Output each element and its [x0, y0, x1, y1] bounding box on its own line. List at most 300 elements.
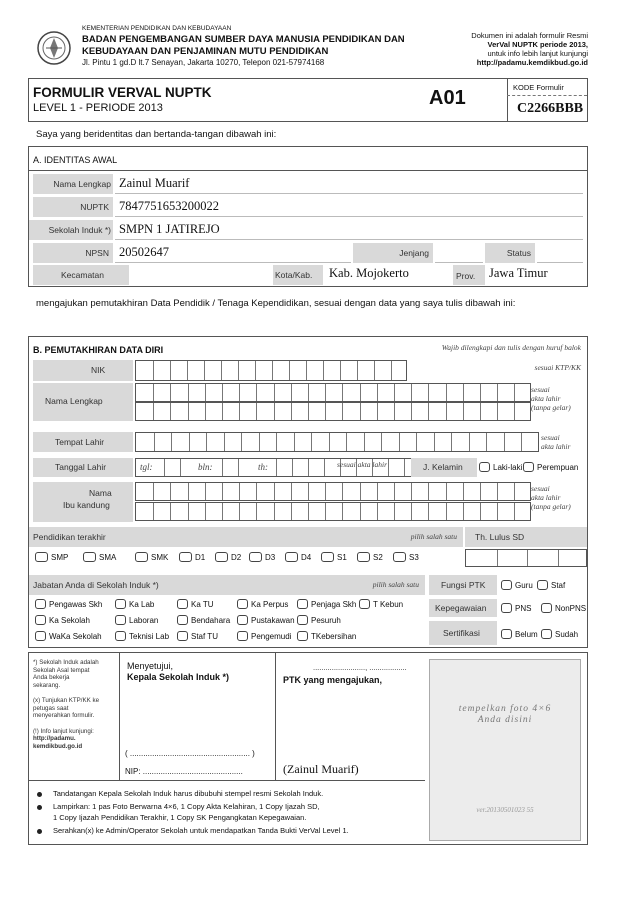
char-cell[interactable]	[221, 361, 222, 380]
radio-box[interactable]	[215, 552, 228, 562]
char-cell[interactable]	[189, 433, 190, 451]
note1-line2: Sekolah Asal tempat	[33, 666, 90, 674]
jabatan-option[interactable]	[35, 599, 102, 609]
date-cell[interactable]	[324, 459, 325, 476]
char-cell[interactable]	[486, 433, 487, 451]
char-cell[interactable]	[428, 483, 429, 500]
kepegawaian-pns[interactable]	[501, 603, 531, 613]
char-cell[interactable]	[480, 384, 481, 401]
char-cell[interactable]	[188, 483, 189, 500]
tanggal-hint: sesuai akta lahir	[337, 460, 387, 469]
radio-box[interactable]	[297, 631, 308, 641]
char-cell[interactable]	[272, 361, 273, 380]
char-cell[interactable]	[153, 384, 154, 401]
jabatan-option[interactable]	[237, 615, 295, 625]
char-cell[interactable]	[239, 384, 240, 401]
option-label: D3	[265, 552, 276, 562]
char-cell[interactable]	[446, 503, 447, 520]
ibu-label-cell	[33, 482, 133, 522]
char-cell[interactable]	[428, 403, 429, 420]
char-cell[interactable]	[325, 384, 326, 401]
pendidikan-hint: pilih salah satu	[410, 532, 457, 541]
char-cell[interactable]	[394, 403, 395, 420]
nama-hint-2: akta lahir	[531, 394, 561, 403]
jabatan-options	[29, 599, 425, 647]
radio-box[interactable]	[237, 599, 248, 609]
ibu-row1[interactable]	[135, 482, 531, 501]
char-cell[interactable]	[205, 483, 206, 500]
notice-line2: VerVal NUPTK periode 2013,	[487, 40, 588, 49]
pendidikan-option-s1[interactable]	[321, 552, 347, 562]
char-cell[interactable]	[497, 384, 498, 401]
staf-radio[interactable]	[537, 580, 548, 590]
char-cell[interactable]	[308, 384, 309, 401]
char-cell[interactable]	[325, 483, 326, 500]
version-text: ver.20130501023 55	[476, 806, 534, 814]
kecamatan-field[interactable]	[131, 265, 271, 285]
char-cell[interactable]	[480, 403, 481, 420]
staf-label: Staf	[551, 580, 566, 590]
char-cell[interactable]	[394, 384, 395, 401]
fungsi-label-cell	[429, 575, 497, 595]
date-cell[interactable]	[238, 459, 239, 476]
char-cell[interactable]	[527, 550, 528, 566]
char-cell[interactable]	[360, 384, 361, 401]
char-cell[interactable]	[514, 403, 515, 420]
char-cell[interactable]	[377, 403, 378, 420]
char-cell[interactable]	[416, 433, 417, 451]
date-cell[interactable]	[292, 459, 293, 476]
char-cell[interactable]	[238, 361, 239, 380]
option-label: Pustakawan	[251, 615, 295, 625]
nuptk-label-cell	[33, 197, 113, 217]
char-cell[interactable]	[291, 403, 292, 420]
form-code: A01	[429, 87, 466, 109]
date-cell[interactable]	[164, 459, 165, 476]
char-cell[interactable]	[434, 433, 435, 451]
jabatan-bar	[29, 575, 425, 595]
kepala-name-line: ( ...................................................... )	[125, 749, 255, 758]
pns-radio[interactable]	[501, 603, 512, 613]
char-cell[interactable]	[342, 483, 343, 500]
radio-box[interactable]	[359, 599, 370, 609]
perempuan-radio[interactable]	[523, 462, 534, 472]
char-cell[interactable]	[521, 433, 522, 451]
prov-label-cell	[453, 265, 485, 285]
char-cell[interactable]	[204, 361, 205, 380]
belum-radio[interactable]	[501, 629, 512, 639]
char-cell[interactable]	[153, 483, 154, 500]
char-cell[interactable]	[497, 550, 498, 566]
char-cell[interactable]	[469, 433, 470, 451]
char-cell[interactable]	[364, 433, 365, 451]
kode-formulir-label: KODE Formulir	[513, 83, 564, 92]
char-cell[interactable]	[255, 361, 256, 380]
char-cell[interactable]	[222, 483, 223, 500]
option-label: Penjaga Skh	[311, 599, 357, 609]
char-cell[interactable]	[256, 384, 257, 401]
note3-line2: http://padamu.	[33, 735, 76, 742]
pendidikan-option-sma[interactable]	[83, 552, 116, 562]
radio-box[interactable]	[115, 631, 126, 641]
char-cell[interactable]	[497, 483, 498, 500]
radio-box[interactable]	[177, 631, 188, 641]
date-cell[interactable]	[276, 459, 277, 476]
char-cell[interactable]	[239, 403, 240, 420]
char-cell[interactable]	[274, 403, 275, 420]
jabatan-option[interactable]	[237, 599, 288, 609]
option-label: D4	[301, 552, 312, 562]
section-b-title: B. PEMUTAKHIRAN DATA DIRI	[33, 345, 164, 355]
char-cell[interactable]	[289, 361, 290, 380]
footer-item2-line1: Lampirkan: 1 pas Foto Berwarna 4×6, 1 Copy Akta Kelahiran, 1 Copy Ijazah SD,	[53, 802, 320, 811]
ibu-hint-1: sesuai	[531, 484, 550, 493]
option-label: S1	[337, 552, 347, 562]
option-label: Pesuruh	[311, 615, 341, 625]
radio-box[interactable]	[297, 599, 308, 609]
radio-box[interactable]	[249, 552, 262, 562]
char-cell[interactable]	[205, 403, 206, 420]
nama-b-row1[interactable]	[135, 383, 531, 402]
char-cell[interactable]	[222, 503, 223, 520]
laki-label: Laki-laki	[493, 462, 523, 472]
char-cell[interactable]	[394, 503, 395, 520]
radio-box[interactable]	[177, 615, 188, 625]
char-cell[interactable]	[391, 361, 392, 380]
char-cell[interactable]	[360, 503, 361, 520]
npsn-label-cell	[33, 243, 113, 263]
char-cell[interactable]	[346, 433, 347, 451]
char-cell[interactable]	[206, 433, 207, 451]
char-cell[interactable]	[497, 503, 498, 520]
char-cell[interactable]	[325, 503, 326, 520]
option-label: D2	[231, 552, 242, 562]
jabatan-option[interactable]	[115, 615, 158, 625]
pendidikan-option-smk[interactable]	[135, 552, 168, 562]
option-label: Ka Perpus	[251, 599, 289, 609]
ptk-name: (Zainul Muarif)	[283, 762, 359, 776]
char-cell[interactable]	[294, 433, 295, 451]
kepegawaian-label: Kepegawaian	[435, 603, 487, 613]
char-cell[interactable]	[274, 384, 275, 401]
fungsi-label: Fungsi PTK	[441, 580, 486, 590]
nama-hint-1: sesuai	[531, 385, 550, 394]
char-cell[interactable]	[394, 483, 395, 500]
footer-item2-line2: 1 Copy Ijazah Pendidikan Terakhir, 1 Copy SK Pengangkatan Kepegawaian.	[53, 813, 307, 822]
char-cell[interactable]	[170, 384, 171, 401]
char-cell[interactable]	[360, 483, 361, 500]
char-cell[interactable]	[153, 361, 154, 380]
prov-field[interactable]	[487, 265, 583, 285]
char-cell[interactable]	[480, 483, 481, 500]
date-cell[interactable]	[180, 459, 181, 476]
npsn-field[interactable]	[115, 243, 351, 263]
char-cell[interactable]	[451, 433, 452, 451]
option-label: Bendahara	[191, 615, 231, 625]
pendidikan-options	[29, 552, 463, 566]
jabatan-option[interactable]	[115, 631, 169, 641]
radio-box[interactable]	[35, 631, 46, 641]
photo-text	[430, 704, 580, 726]
jabatan-option[interactable]	[115, 599, 154, 609]
char-cell[interactable]	[239, 483, 240, 500]
form-title: FORMULIR VERVAL NUPTK	[33, 85, 212, 100]
tempat-field[interactable]	[135, 432, 539, 452]
jabatan-option[interactable]	[177, 599, 214, 609]
nuptk-label: NUPTK	[80, 202, 109, 212]
char-cell[interactable]	[170, 503, 171, 520]
date-cell[interactable]	[222, 459, 223, 476]
lulus-label: Th. Lulus SD	[475, 532, 525, 542]
char-cell[interactable]	[340, 361, 341, 380]
char-cell[interactable]	[291, 384, 292, 401]
nama-b-row2[interactable]	[135, 402, 531, 421]
char-cell[interactable]	[241, 433, 242, 451]
jabatan-option[interactable]	[359, 599, 403, 609]
note3-line3: kemdikbud.go.id	[33, 742, 83, 750]
char-cell[interactable]	[377, 384, 378, 401]
radio-box[interactable]	[35, 615, 46, 625]
option-label: D1	[195, 552, 206, 562]
radio-box[interactable]	[285, 552, 298, 562]
ministry-name: KEMENTERIAN PENDIDIKAN DAN KEBUDAYAAN	[82, 25, 232, 32]
char-cell[interactable]	[323, 361, 324, 380]
char-cell[interactable]	[311, 433, 312, 451]
note2-line3: menyerahkan formulir.	[33, 712, 95, 719]
jabatan-option[interactable]	[297, 631, 356, 641]
pendidikan-option-s2[interactable]	[357, 552, 383, 562]
tanggal-label-cell	[33, 458, 133, 477]
option-label: SMP	[51, 552, 69, 562]
sertifikasi-sudah[interactable]	[541, 629, 578, 639]
nama-label-cell	[33, 174, 113, 194]
char-cell[interactable]	[188, 403, 189, 420]
nuptk-field[interactable]	[115, 197, 583, 217]
char-cell[interactable]	[463, 403, 464, 420]
form-subtitle: LEVEL 1 - PERIODE 2013	[33, 102, 163, 114]
menyetujui: Menyetujui,	[127, 661, 174, 671]
char-cell[interactable]	[274, 503, 275, 520]
kelamin-perempuan[interactable]	[523, 462, 578, 472]
radio-box[interactable]	[83, 552, 96, 562]
guru-label: Guru	[515, 580, 533, 590]
char-cell[interactable]	[411, 384, 412, 401]
char-cell[interactable]	[222, 403, 223, 420]
char-cell[interactable]	[306, 361, 307, 380]
photo-text-1: tempelkan foto 4×6	[458, 704, 552, 714]
option-label: SMK	[151, 552, 169, 562]
lulus-field[interactable]	[465, 549, 587, 567]
char-cell[interactable]	[224, 433, 225, 451]
jabatan-option[interactable]	[297, 615, 341, 625]
char-cell[interactable]	[276, 433, 277, 451]
char-cell[interactable]	[342, 384, 343, 401]
jenjang-field[interactable]	[435, 243, 483, 263]
char-cell[interactable]	[256, 483, 257, 500]
char-cell[interactable]	[325, 403, 326, 420]
char-cell[interactable]	[256, 503, 257, 520]
nik-field[interactable]	[135, 360, 407, 381]
char-cell[interactable]	[291, 483, 292, 500]
npsn-label: NPSN	[85, 248, 109, 258]
date-line: ........................., ..................	[313, 663, 407, 672]
option-label: Ka Sekolah	[49, 615, 90, 625]
status-field[interactable]	[537, 243, 583, 263]
section-a	[28, 146, 588, 287]
char-cell[interactable]	[497, 403, 498, 420]
ibu-hint-3: (tanpa gelar)	[531, 502, 571, 511]
radio-box[interactable]	[35, 599, 46, 609]
char-cell[interactable]	[329, 433, 330, 451]
jabatan-option[interactable]	[297, 599, 356, 609]
pendidikan-option-d1[interactable]	[179, 552, 205, 562]
radio-box[interactable]	[115, 599, 126, 609]
char-cell[interactable]	[377, 503, 378, 520]
jabatan-option[interactable]	[177, 615, 230, 625]
date-cell[interactable]	[404, 459, 405, 476]
char-cell[interactable]	[377, 483, 378, 500]
char-cell[interactable]	[558, 550, 559, 566]
char-cell[interactable]	[357, 361, 358, 380]
kelamin-laki[interactable]	[479, 462, 522, 472]
char-cell[interactable]	[153, 403, 154, 420]
char-cell[interactable]	[188, 503, 189, 520]
note-3	[33, 728, 115, 751]
char-cell[interactable]	[381, 433, 382, 451]
char-cell[interactable]	[170, 361, 171, 380]
sudah-radio[interactable]	[541, 629, 552, 639]
jabatan-option[interactable]	[35, 631, 102, 641]
char-cell[interactable]	[446, 403, 447, 420]
ibu-row2[interactable]	[135, 502, 531, 521]
date-cell[interactable]	[388, 459, 389, 476]
char-cell[interactable]	[446, 384, 447, 401]
char-cell[interactable]	[411, 403, 412, 420]
char-cell[interactable]	[239, 503, 240, 520]
fungsi-staf[interactable]	[537, 580, 565, 590]
npsn-value: 20502647	[119, 245, 169, 259]
ptk-label: PTK yang mengajukan,	[283, 675, 383, 685]
pns-label: PNS	[515, 603, 532, 613]
notes-column	[33, 659, 115, 750]
radio-box[interactable]	[35, 552, 48, 562]
jabatan-option[interactable]	[35, 615, 90, 625]
kota-field[interactable]	[325, 265, 451, 285]
char-cell[interactable]	[308, 503, 309, 520]
radio-box[interactable]	[115, 615, 126, 625]
char-cell[interactable]	[514, 503, 515, 520]
nik-label-cell	[33, 360, 133, 381]
sekolah-induk-field[interactable]	[115, 220, 583, 240]
char-cell[interactable]	[463, 483, 464, 500]
option-label: Ka TU	[191, 599, 214, 609]
pendidikan-bar	[29, 527, 463, 547]
char-cell[interactable]	[259, 433, 260, 451]
jabatan-hint: pilih salah satu	[372, 580, 419, 589]
char-cell[interactable]	[205, 503, 206, 520]
pendidikan-option-d4[interactable]	[285, 552, 311, 562]
char-cell[interactable]	[463, 503, 464, 520]
char-cell[interactable]	[411, 503, 412, 520]
radio-box[interactable]	[135, 552, 148, 562]
char-cell[interactable]	[480, 503, 481, 520]
char-cell[interactable]	[428, 503, 429, 520]
kepegawaian-nonpns[interactable]	[541, 603, 586, 613]
pendidikan-option-d2[interactable]	[215, 552, 241, 562]
char-cell[interactable]	[308, 403, 309, 420]
tempat-hint-1: sesuai	[541, 433, 560, 442]
radio-box[interactable]	[321, 552, 334, 562]
char-cell[interactable]	[514, 483, 515, 500]
jabatan-option[interactable]	[177, 631, 218, 641]
char-cell[interactable]	[171, 433, 172, 451]
pendidikan-option-d3[interactable]	[249, 552, 275, 562]
jabatan-option[interactable]	[237, 631, 291, 641]
radio-box[interactable]	[237, 615, 248, 625]
char-cell[interactable]	[399, 433, 400, 451]
pendidikan-option-smp[interactable]	[35, 552, 68, 562]
radio-box[interactable]	[237, 631, 248, 641]
nama-awal-label: Nama Lengkap	[53, 179, 111, 189]
laki-radio[interactable]	[479, 462, 490, 472]
char-cell[interactable]	[170, 483, 171, 500]
signature-section	[28, 652, 588, 845]
char-cell[interactable]	[187, 361, 188, 380]
agency-line1: BADAN PENGEMBANGAN SUMBER DAYA MANUSIA PENDIDIKAN DAN	[82, 34, 405, 45]
radio-box[interactable]	[177, 599, 188, 609]
char-cell[interactable]	[411, 483, 412, 500]
char-cell[interactable]	[170, 403, 171, 420]
char-cell[interactable]	[154, 433, 155, 451]
nama-awal-field[interactable]	[115, 174, 583, 194]
char-cell[interactable]	[342, 503, 343, 520]
char-cell[interactable]	[463, 384, 464, 401]
char-cell[interactable]	[256, 403, 257, 420]
sekolah-label-cell	[29, 220, 113, 240]
pendidikan-option-s3[interactable]	[393, 552, 419, 562]
char-cell[interactable]	[291, 503, 292, 520]
char-cell[interactable]	[428, 384, 429, 401]
nama-b-label: Nama Lengkap	[45, 396, 103, 406]
char-cell[interactable]	[222, 384, 223, 401]
char-cell[interactable]	[342, 403, 343, 420]
nonpns-radio[interactable]	[541, 603, 552, 613]
char-cell[interactable]	[446, 483, 447, 500]
char-cell[interactable]	[504, 433, 505, 451]
char-cell[interactable]	[188, 384, 189, 401]
tgl-label: tgl:	[140, 462, 153, 472]
char-cell[interactable]	[374, 361, 375, 380]
char-cell[interactable]	[205, 384, 206, 401]
fungsi-guru[interactable]	[501, 580, 533, 590]
char-cell[interactable]	[274, 483, 275, 500]
guru-radio[interactable]	[501, 580, 512, 590]
kelamin-label: J. Kelamin	[423, 462, 463, 472]
radio-box[interactable]	[297, 615, 308, 625]
char-cell[interactable]	[514, 384, 515, 401]
char-cell[interactable]	[360, 403, 361, 420]
char-cell[interactable]	[153, 503, 154, 520]
option-label: WaKa Sekolah	[49, 631, 102, 641]
radio-box[interactable]	[357, 552, 370, 562]
photo-box[interactable]	[429, 659, 581, 841]
radio-box[interactable]	[393, 552, 406, 562]
char-cell[interactable]	[308, 483, 309, 500]
date-cell[interactable]	[308, 459, 309, 476]
sertifikasi-belum[interactable]	[501, 629, 538, 639]
ibu-hint	[531, 484, 571, 511]
radio-box[interactable]	[179, 552, 192, 562]
